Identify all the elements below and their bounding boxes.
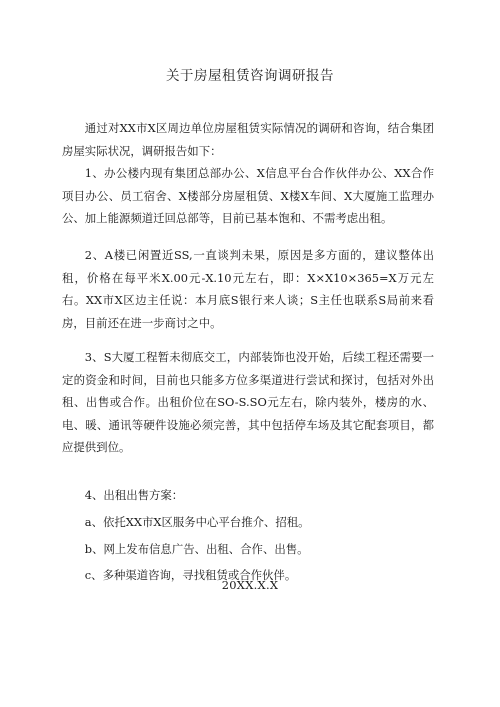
report-date: 20XX.X.X — [221, 578, 279, 592]
intro-paragraph: 通过对XX市X区周边单位房屋租赁实际情况的调研和咨询，结合集团房屋实际状况，调研报告如下： — [62, 121, 434, 158]
page-title: 关于房屋租赁咨询调研报告 — [166, 68, 334, 84]
plan-heading: 4、出租出售方案： — [84, 488, 184, 502]
plan-item-a: a、依托XX市X区服务中心平台推介、招租。 — [84, 515, 310, 529]
paragraph-3: 3、S大厦工程暂未彻底交工，内部装饰也没开始，后续工程还需要一定的资金和时间，目前也只能多方位多渠道进行尝试和探讨，包括对外出租、出售或合作。出租价位在SO-S.SO元左右，除内装外，楼房的水、电、暖、通讯等硬件设施必须完善，其中包括停车场及其它配套项目，都应提供到位。 — [62, 350, 434, 455]
plan-item-b: b、网上发布信息广告、出租、合作、出售。 — [84, 542, 309, 556]
paragraph-2: 2、A楼已闲置近SS,一直谈判未果，原因是多方面的，建议整体出租，价格在每平米X.00元-X.10元左右，即：X×X10×365=X万元左右。XX市X区边主任说：本月底S银行来人谈；S主任也联系S局前来看房，目前还在进一步商讨之中。 — [62, 248, 434, 330]
paragraph-1: 1、办公楼内现有集团总部办公、X信息平台合作伙伴办公、XX合作项目办公、员工宿舍、X楼部分房屋租赁、X楼X车间、X大厦施工监理办公、加上能源频道迁回总部等，目前已基本饱和、不需考虑出租。 — [62, 166, 434, 226]
plan-item-c: c、多种渠道咨询，寻找租赁或合作伙伴。 — [84, 568, 297, 582]
